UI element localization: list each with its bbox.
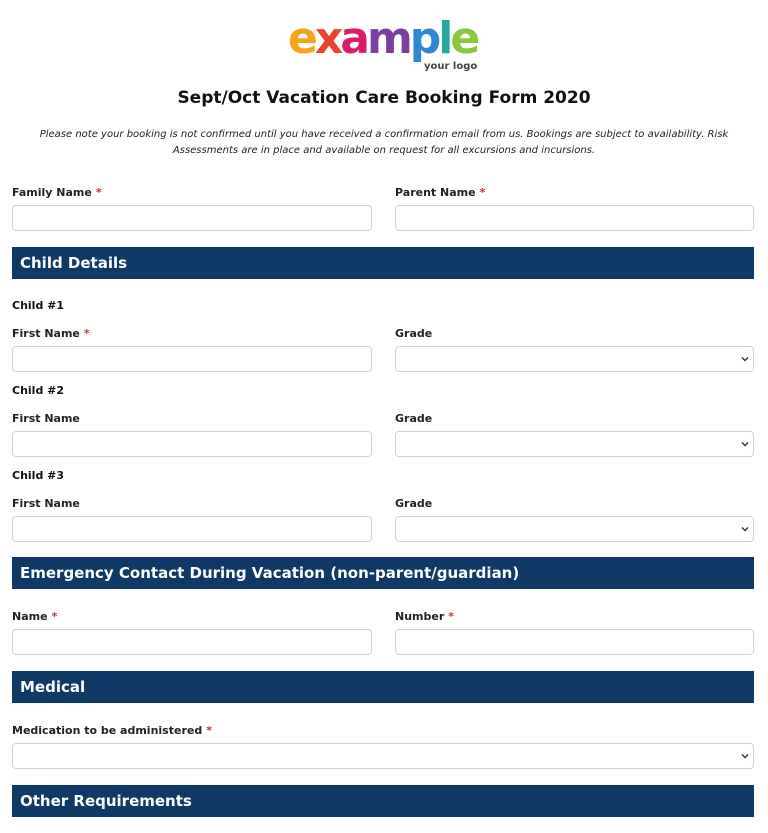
- family-name-label-text: Family Name: [12, 186, 92, 199]
- child-2-grade-select[interactable]: [395, 431, 754, 457]
- chevron-down-icon: [741, 525, 749, 533]
- emergency-number-input[interactable]: [395, 629, 754, 655]
- parent-name-input[interactable]: [395, 205, 754, 231]
- required-mark: *: [206, 724, 212, 737]
- child-2-first-name-input[interactable]: [12, 431, 372, 457]
- child-2-grade-label: Grade: [395, 412, 433, 425]
- child-1-first-name-label: [12, 327, 90, 340]
- section-medical: Medical: [12, 671, 754, 703]
- section-other-requirements: Other Requirements: [12, 785, 754, 817]
- medication-label: [12, 724, 212, 737]
- section-child-details: Child Details: [12, 247, 754, 279]
- emergency-name-label-text: Name: [12, 610, 48, 623]
- chevron-down-icon: [741, 752, 749, 760]
- required-mark: *: [448, 610, 455, 623]
- family-name-label: [12, 186, 102, 199]
- parent-name-label-text: Parent Name: [395, 186, 476, 199]
- child-1-first-name-label-text: First Name: [12, 327, 80, 340]
- family-name-input[interactable]: [12, 205, 372, 231]
- required-mark: *: [83, 327, 90, 340]
- medication-select[interactable]: [12, 743, 754, 769]
- logo: [288, 14, 488, 76]
- child-1-grade-label: Grade: [395, 327, 433, 340]
- required-mark: *: [95, 186, 102, 199]
- required-mark: *: [479, 186, 486, 199]
- logo-letter: l: [438, 13, 451, 64]
- child-3-heading: Child #3: [12, 469, 65, 482]
- emergency-name-label: [12, 610, 57, 623]
- child-1-first-name-input[interactable]: [12, 346, 372, 372]
- section-emergency-contact: Emergency Contact During Vacation (non-parent/guardian): [12, 557, 754, 589]
- form-notice: Please note your booking is not confirmed until you have received a confirmation email from us. Bookings are subject to availability. Risk Assessments are in place and available on request for all excursions and incursions.: [39, 129, 729, 156]
- child-3-first-name-input[interactable]: [12, 516, 372, 542]
- logo-letter: x: [314, 13, 341, 64]
- required-mark: *: [51, 610, 58, 623]
- child-2-heading: Child #2: [12, 384, 65, 397]
- child-2-first-name-label: First Name: [12, 412, 80, 425]
- emergency-number-label: [395, 610, 454, 623]
- logo-letter: e: [288, 13, 315, 64]
- parent-name-label: [395, 186, 485, 199]
- logo-tagline: your logo: [424, 61, 478, 72]
- child-1-grade-select[interactable]: [395, 346, 754, 372]
- medication-label-text: Medication to be administered: [12, 724, 203, 737]
- emergency-number-label-text: Number: [395, 610, 445, 623]
- emergency-name-input[interactable]: [12, 629, 372, 655]
- child-3-grade-select[interactable]: [395, 516, 754, 542]
- child-3-grade-label: Grade: [395, 497, 433, 510]
- child-3-first-name-label: First Name: [12, 497, 80, 510]
- logo-wordmark: [288, 14, 477, 64]
- chevron-down-icon: [741, 440, 749, 448]
- logo-letter: a: [340, 13, 367, 64]
- logo-letter: e: [450, 13, 478, 64]
- logo-letter: p: [409, 13, 439, 64]
- chevron-down-icon: [741, 355, 749, 363]
- logo-letter: m: [366, 13, 410, 64]
- form-title: Sept/Oct Vacation Care Booking Form 2020: [177, 88, 591, 108]
- child-1-heading: Child #1: [12, 299, 65, 312]
